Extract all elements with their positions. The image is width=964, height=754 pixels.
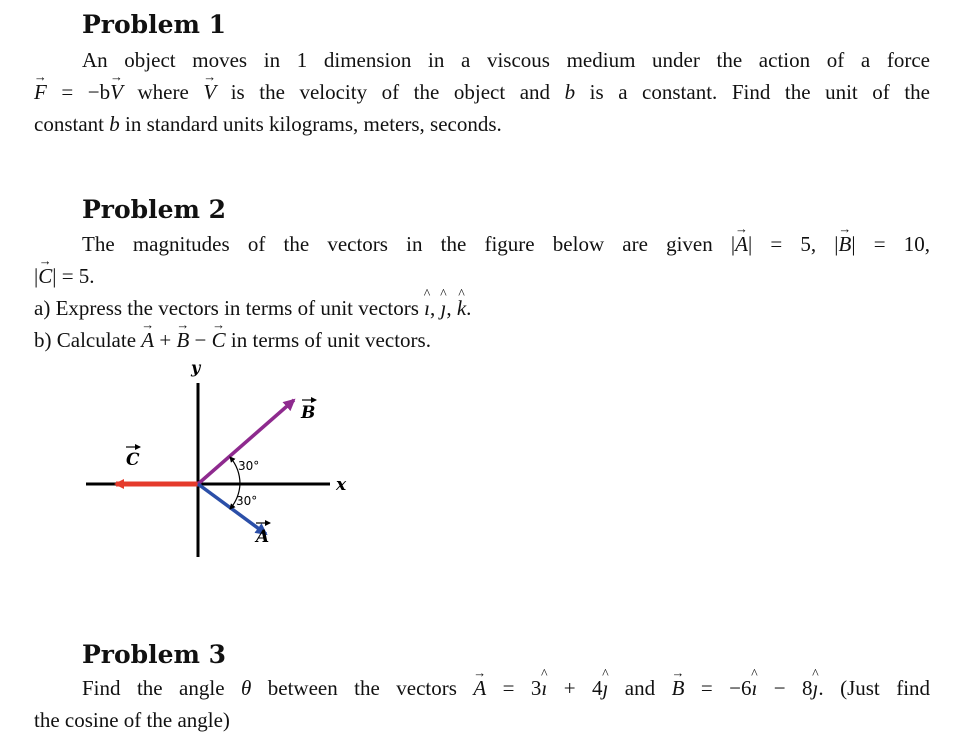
vector-B: → B <box>176 324 189 356</box>
problem-3-heading: Problem 3 <box>82 640 227 669</box>
vector-A: → A <box>473 672 486 704</box>
vector-C: → C <box>38 260 52 292</box>
unit-vector-i: ^ ı <box>424 292 430 324</box>
problem-1-text <box>34 44 930 140</box>
problem-1-line-3: constant b in standard units kilograms, meters, seconds. <box>34 112 502 136</box>
svg-text:C: C <box>126 450 140 470</box>
unit-vector-i: ^ ı <box>751 672 757 704</box>
unit-vector-i: ^ ı <box>541 672 547 704</box>
x-axis-label: x <box>336 475 347 495</box>
angle-label-lower: 30° <box>236 494 258 508</box>
vector-A-label <box>254 523 270 547</box>
y-axis-label: y <box>191 358 201 377</box>
svg-text:A: A <box>256 527 270 547</box>
vector-A: → A <box>735 228 748 260</box>
unit-vector-j: ^ ȷ <box>440 292 446 324</box>
problem-2-part-b: b) Calculate → A + → B − → C in terms of unit vectors. <box>34 324 930 356</box>
vector-A: → A <box>141 324 154 356</box>
problem-2-text <box>34 228 930 356</box>
vector-B: → B <box>839 228 852 260</box>
problem-3-line-1: Find the angle θ between the vectors → A = 3^ ı + 4^ ȷ and → B = −6^ ı − 8^ ȷ. (Just find <box>34 672 930 704</box>
vector-diagram <box>80 357 360 567</box>
vector-B: → B <box>672 672 685 704</box>
unit-vector-k: ^ k <box>457 292 466 324</box>
unit-vector-j: ^ ȷ <box>813 672 819 704</box>
vector-V: → V <box>203 76 216 108</box>
problem-3-line-2: the cosine of the angle) <box>34 708 230 732</box>
problem-2-line-2: |→ C| = 5. <box>34 260 930 292</box>
vector-V: → V <box>110 76 123 108</box>
vector-C: → C <box>212 324 226 356</box>
svg-text:B: B <box>301 403 316 423</box>
problem-2-heading: Problem 2 <box>82 195 227 224</box>
problem-2-part-a: a) Express the vectors in terms of unit vectors ^ ı, ^ ȷ, ^ k. <box>34 292 930 324</box>
constant-b: b <box>109 112 120 136</box>
problem-1-heading: Problem 1 <box>82 10 227 39</box>
unit-vector-j: ^ ȷ <box>603 672 609 704</box>
problem-2-line-1: The magnitudes of the vectors in the figure below are given |→ A| = 5, |→ B| = 10, <box>34 228 930 260</box>
vector-B-label <box>300 400 316 423</box>
angle-theta: θ <box>240 676 252 700</box>
vector-F: → F <box>34 76 47 108</box>
constant-b: b <box>564 80 576 104</box>
angle-label-upper: 30° <box>238 459 260 473</box>
problem-1-line-2: → F = −b→ V where → V is the velocity of the object and b is a constant. Find the unit of the <box>34 76 930 108</box>
problem-3-text <box>34 672 930 736</box>
vector-C-label <box>126 447 140 470</box>
problem-1-line-1: An object moves in 1 dimension in a viscous medium under the action of a force <box>82 48 930 72</box>
